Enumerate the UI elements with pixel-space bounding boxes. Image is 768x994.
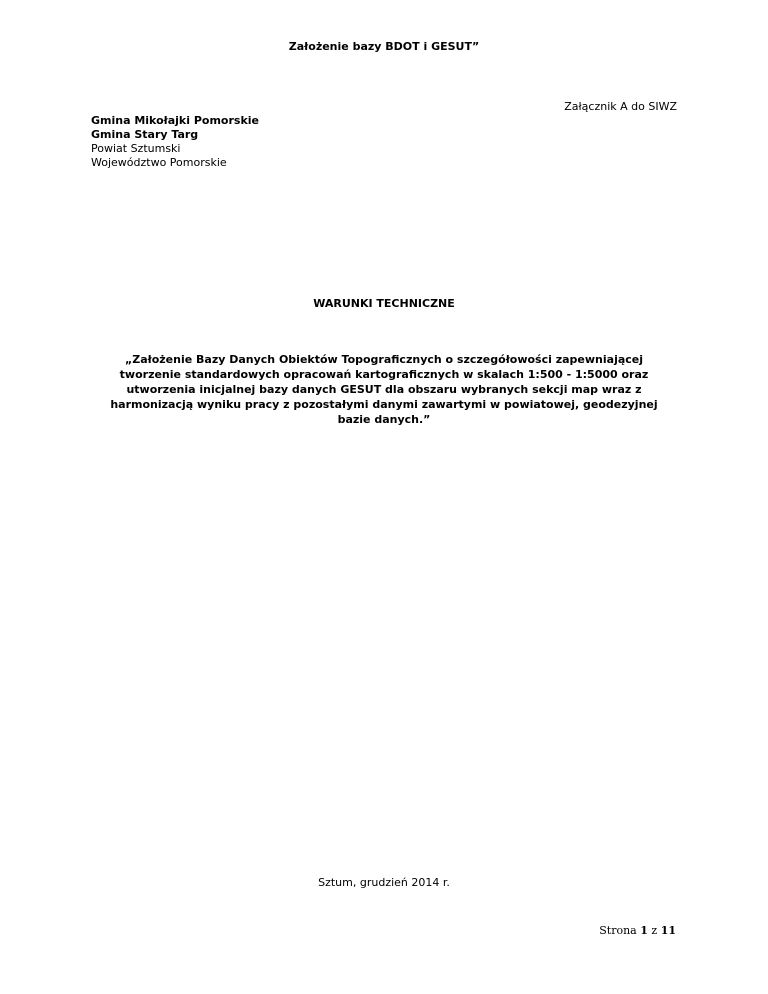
document-header: Założenie bazy BDOT i GESUT” [288,40,480,53]
sender-voivodeship: Województwo Pomorskie [91,156,227,169]
sender-block [91,114,259,170]
page-number [599,924,676,937]
subject-line: tworzenie standardowych opracowań kartograficznych w skalach 1:500 - 1:5000 oraz [119,368,649,381]
document-title: WARUNKI TECHNICZNE [313,297,455,310]
subject-line: „Założenie Bazy Danych Obiektów Topograficznych o szczegółowości zapewniającej [124,353,644,366]
page-prefix: Strona [599,924,637,937]
annex-label: Załącznik A do SIWZ [564,100,677,113]
sender-municipality-1: Gmina Mikołajki Pomorskie [91,114,259,127]
sender-county: Powiat Sztumski [91,142,181,155]
place-date: Sztum, grudzień 2014 r. [318,876,450,889]
page-current: 1 [640,924,648,937]
sender-municipality-2: Gmina Stary Targ [91,128,199,141]
document-subject [84,352,684,427]
subject-line: harmonizacją wyniku pracy z pozostałymi danymi zawartymi w powiatowej, geodezyjnej [110,398,658,411]
page-separator: z [651,924,658,937]
subject-line: utworzenia inicjalnej bazy danych GESUT dla obszaru wybranych sekcji map wraz z [126,383,642,396]
subject-line: bazie danych.” [337,413,431,426]
page-total: 11 [660,924,676,937]
